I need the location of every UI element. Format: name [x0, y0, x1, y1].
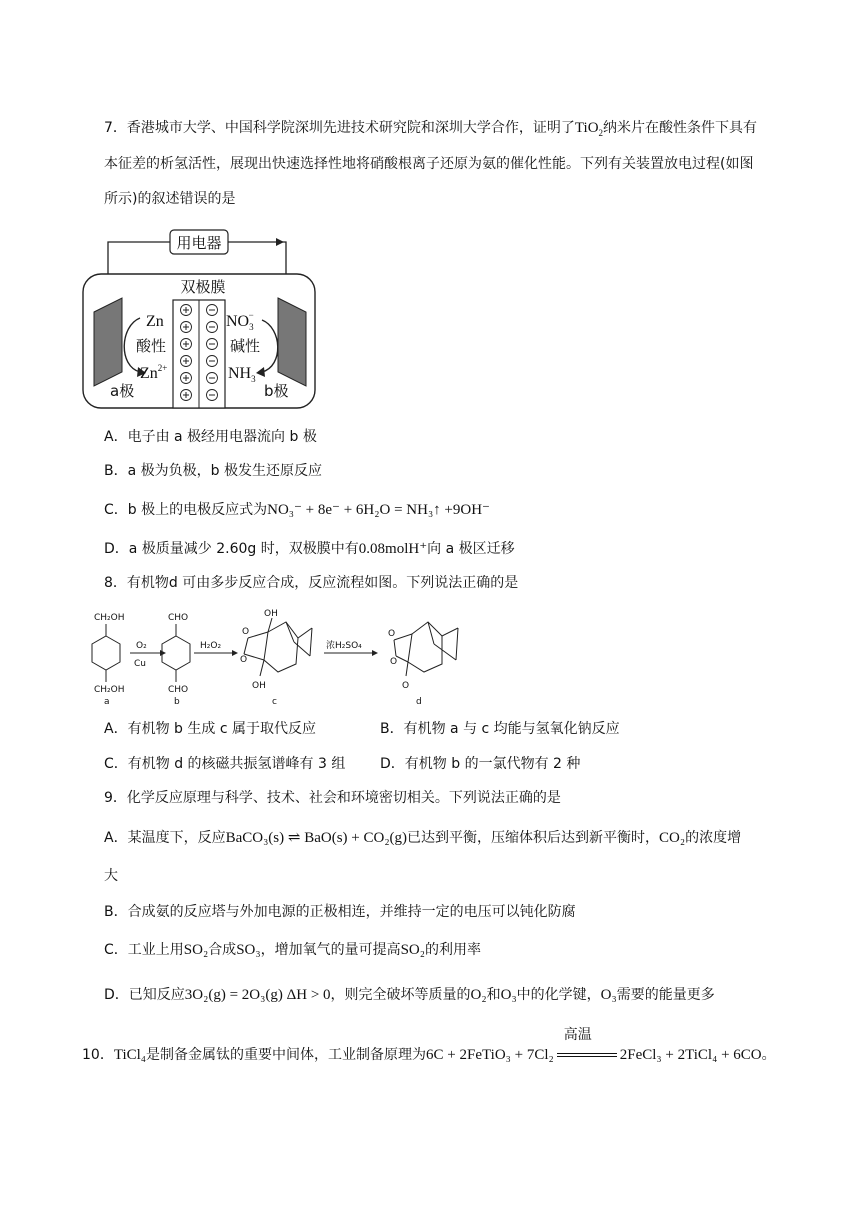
q9-option-b: B．合成氨的反应塔与外加电源的正极相连，并维持一定的电压可以钝化防腐 [104, 904, 576, 920]
q8-stem: 8．有机物d 可由多步反应合成，反应流程如图。下列说法正确的是 [104, 575, 519, 591]
zn-label: Zn [146, 313, 164, 330]
svg-text:a: a [104, 697, 110, 707]
svg-text:d: d [416, 697, 422, 707]
svg-text:Cu: Cu [134, 659, 146, 669]
q7-option-a: A．电子由 a 极经用电器流向 b 极 [104, 429, 317, 445]
svg-text:b: b [174, 697, 180, 707]
svg-text:OH: OH [252, 681, 266, 691]
q7-option-c: C．b 极上的电极反应式为NO₃⁻ + 8e⁻ + 6H₂O = NH₃↑ +9OH⁻ [104, 502, 490, 518]
battery-figure [80, 226, 320, 412]
q7-line2: 本征差的析氢活性，展现出快速选择性地将硝酸根离子还原为氨的催化性能。下列有关装置放电过程(如图 [104, 156, 754, 172]
a-pole-label: a极 [110, 382, 135, 400]
electrode-a [94, 298, 122, 386]
svg-text:OH: OH [264, 609, 278, 619]
svg-text:CHO: CHO [168, 685, 189, 695]
q10-stem: 10．TiCl₄是制备金属钛的重要中间体，工业制备原理为6C + 2FeTiO₃ + 7Cl₂ 高温 2FeCl₃ + 2TiCl₄ + 6CO。 [82, 1027, 776, 1063]
q8-option-d: D．有机物 b 的一氯代物有 2 种 [380, 756, 581, 772]
zn2-label: $Zn^{2+}$ [140, 363, 168, 382]
q7-option-b: B．a 极为负极，b 极发生还原反应 [104, 463, 322, 479]
svg-text:O₂: O₂ [136, 641, 147, 651]
svg-text:CH₂OH: CH₂OH [94, 613, 125, 623]
base-label: 碱性 [230, 337, 261, 355]
svg-text:O: O [402, 681, 410, 691]
membrane-label: 双极膜 [180, 278, 226, 296]
svg-text:CHO: CHO [168, 613, 189, 623]
reaction-scheme [72, 606, 472, 710]
device-label: 用电器 [176, 234, 222, 252]
no3-label: $NO_3-$ [226, 310, 254, 332]
reaction-condition: 高温 [554, 1045, 620, 1065]
svg-text:O: O [240, 655, 248, 665]
svg-text:O: O [390, 657, 398, 667]
q9-option-c: C．工业上用SO₂合成SO₃，增加氧气的量可提高SO₂的利用率 [104, 942, 481, 958]
q9-option-a: A．某温度下，反应BaCO₃(s) ⇌ BaO(s) + CO₂(g)已达到平衡，压缩体积后达到新平衡时，CO₂的浓度增 [104, 830, 742, 846]
q9-option-d: D．已知反应3O₂(g) = 2O₃(g) ΔH > 0，则完全破坏等质量的O₂和O₃中的化学键，O₃需要的能量更多 [104, 987, 715, 1003]
svg-text:浓H₂SO₄: 浓H₂SO₄ [326, 641, 362, 651]
q7-equation-c: NO₃⁻ + 8e⁻ + 6H₂O = NH₃↑ +9OH⁻ [267, 502, 490, 518]
q9-option-a-cont: 大 [104, 868, 118, 884]
q8-option-a: A．有机物 b 生成 c 属于取代反应 [104, 721, 316, 737]
svg-text:H₂O₂: H₂O₂ [200, 641, 222, 651]
tio2-formula: TiO$_2$ [574, 120, 604, 138]
nh3-label: $NH_3$ [228, 365, 256, 384]
q7-option-d: D．a 极质量减少 2.60g 时，双极膜中有0.08molH⁺向 a 极区迁移 [104, 541, 515, 557]
svg-text:O: O [242, 627, 250, 637]
q7-line3: 所示)的叙述错误的是 [104, 191, 236, 207]
q8-option-c: C．有机物 d 的核磁共振氢谱峰有 3 组 [104, 756, 346, 772]
q7-line1: 7．香港城市大学、中国科学院深圳先进技术研究院和深圳大学合作，证明了TiO$_2$纳米片在酸性条件下具有 [104, 120, 758, 138]
b-pole-label: b极 [264, 382, 289, 400]
q9-stem: 9．化学反应原理与科学、技术、社会和环境密切相关。下列说法正确的是 [104, 790, 561, 806]
acid-label: 酸性 [136, 337, 167, 355]
q8-option-b: B．有机物 a 与 c 均能与氢氧化钠反应 [380, 721, 620, 737]
svg-text:O: O [388, 629, 396, 639]
svg-text:CH₂OH: CH₂OH [94, 685, 125, 695]
electrode-b [278, 298, 306, 386]
svg-text:c: c [272, 697, 277, 707]
